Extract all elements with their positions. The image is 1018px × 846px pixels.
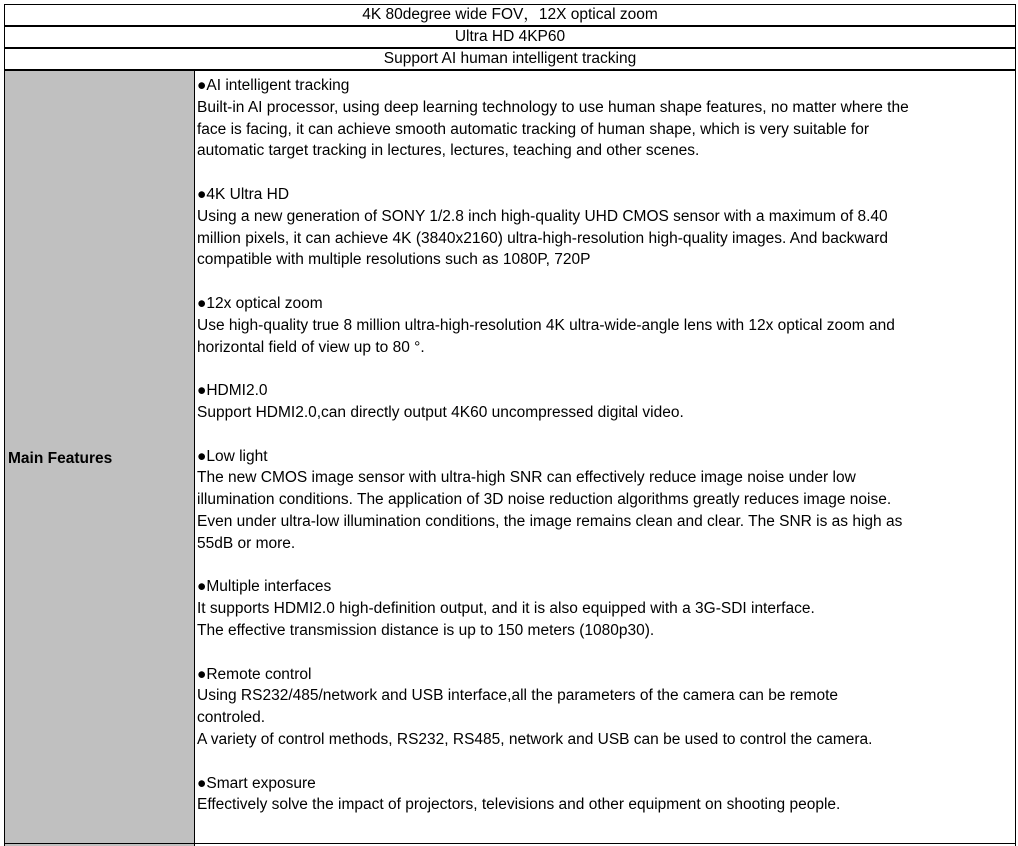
feature-line: horizontal field of view up to 80 °. — [197, 338, 425, 356]
feature-line: compatible with multiple resolutions such as 1080P, 720P — [197, 251, 591, 269]
feature-remote-control — [197, 664, 1015, 751]
feature-line: Using a new generation of SONY 1/2.8 inch high-quality UHD CMOS sensor with a maximum of 8.40 — [197, 207, 888, 225]
feature-line: million pixels, it can achieve 4K (3840x2160) ultra-high-resolution high-quality images. And backward — [197, 229, 888, 247]
feature-line: Use high-quality true 8 million ultra-high-resolution 4K ultra-wide-angle lens with 12x optical zoom and — [197, 316, 895, 334]
feature-title: ●Low light — [197, 447, 268, 465]
feature-line: Using RS232/485/network and USB interface,all the parameters of the camera can be remote — [197, 687, 839, 705]
main-features-label: Main Features — [8, 449, 113, 467]
feature-line: controled. — [197, 709, 266, 727]
feature-multiple-interfaces — [197, 576, 1015, 641]
feature-title: ●AI intelligent tracking — [197, 77, 350, 94]
feature-line: 55dB or more. — [197, 534, 296, 552]
feature-line: Effectively solve the impact of projectors, televisions and other equipment on shooting people. — [197, 796, 841, 814]
feature-optical-zoom — [197, 293, 1015, 358]
feature-line: It supports HDMI2.0 high-definition output, and it is also equipped with a 3G-SDI interface. — [197, 600, 815, 618]
feature-line: Even under ultra-low illumination conditions, the image remains clean and clear. The SNR is as high as — [197, 512, 903, 530]
feature-line: Support HDMI2.0,can directly output 4K60 uncompressed digital video. — [197, 403, 684, 421]
feature-title: ●HDMI2.0 — [197, 382, 268, 400]
feature-line: face is facing, it can achieve smooth automatic tracking of human shape, which is very suitable for — [197, 120, 870, 138]
feature-line: Built-in AI processor, using deep learning technology to use human shape features, no matter where the — [197, 98, 909, 116]
feature-low-light — [197, 446, 1015, 555]
feature-title: ●Remote control — [197, 665, 312, 683]
main-features-content-cell — [194, 70, 1016, 846]
feature-ai-tracking — [197, 75, 1015, 162]
feature-smart-exposure — [197, 773, 1015, 817]
spec-row-resolution: Ultra HD 4KP60 — [4, 26, 1016, 48]
feature-title: ●Smart exposure — [197, 774, 316, 792]
feature-line: The effective transmission distance is up to 150 meters (1080p30). — [197, 621, 655, 639]
feature-title: ●4K Ultra HD — [197, 185, 290, 203]
main-features-label-cell — [4, 70, 195, 846]
spec-row-tracking: Support AI human intelligent tracking — [4, 48, 1016, 70]
feature-hdmi — [197, 380, 1015, 424]
feature-line: automatic target tracking in lectures, lectures, teaching and other scenes. — [197, 142, 700, 160]
feature-line: illumination conditions. The application of 3D noise reduction algorithms greatly reduces image noise. — [197, 491, 892, 509]
feature-4k-ultra-hd — [197, 184, 1015, 271]
spec-row-fov-zoom: 4K 80degree wide FOV，12X optical zoom — [4, 4, 1016, 26]
table-bottom-border — [4, 843, 1016, 844]
feature-line: A variety of control methods, RS232, RS485, network and USB can be used to control the camera. — [197, 730, 873, 748]
feature-title: ●Multiple interfaces — [197, 578, 332, 596]
feature-title: ●12x optical zoom — [197, 294, 323, 312]
feature-line: The new CMOS image sensor with ultra-high SNR can effectively reduce image noise under low — [197, 469, 856, 487]
